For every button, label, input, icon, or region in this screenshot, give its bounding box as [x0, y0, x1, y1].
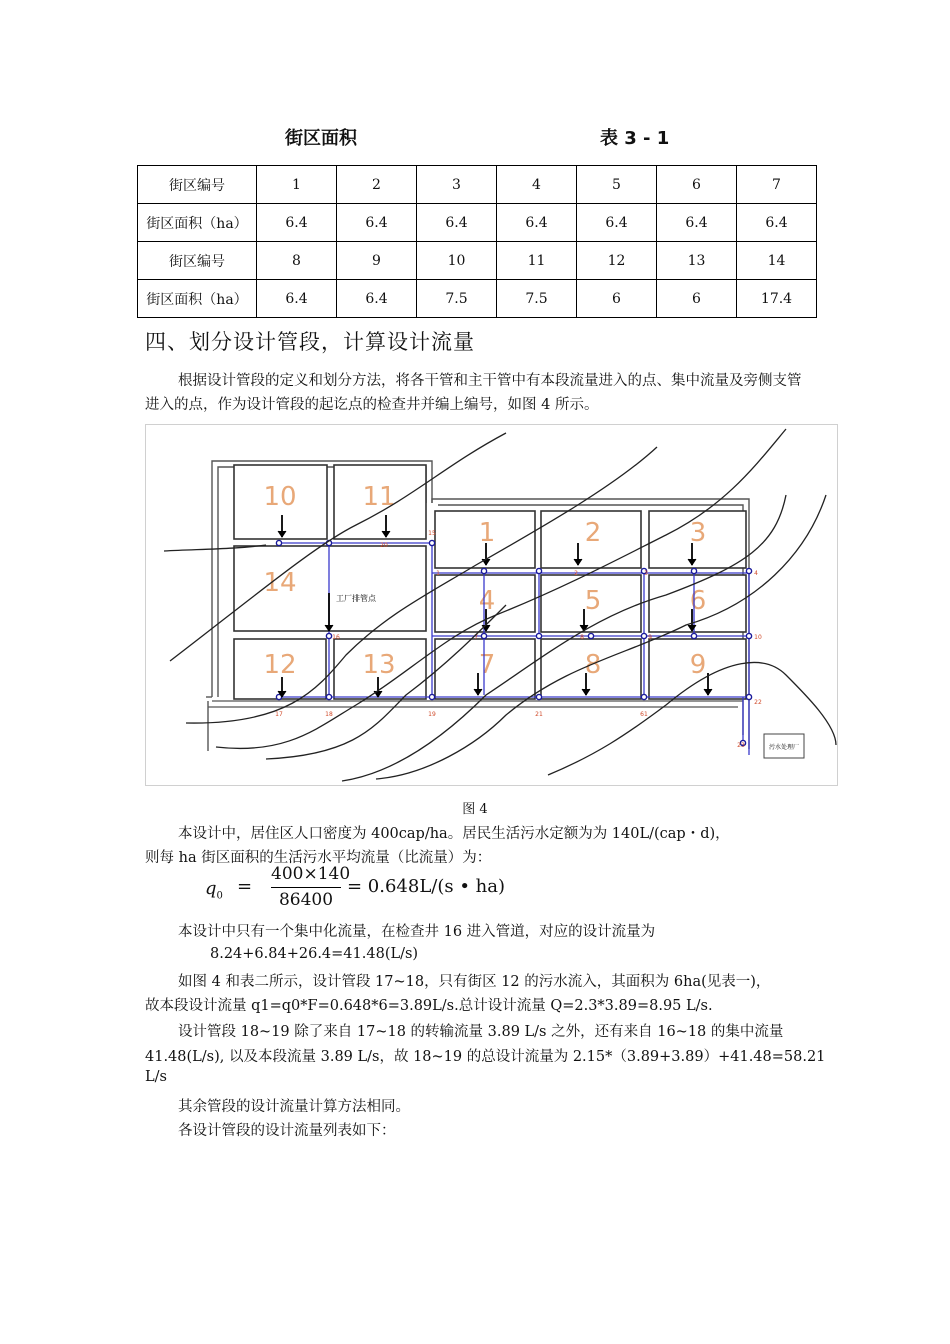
- formula-denominator: 86400: [278, 890, 334, 910]
- sewer-plan-drawing: [146, 425, 837, 785]
- manhole-node: [691, 633, 696, 638]
- table-row-label: 街区面积（ha）: [138, 280, 257, 318]
- formula-lhs: $q_0$: [205, 878, 223, 902]
- node-number-label: 8: [580, 634, 584, 641]
- formula-result: = 0.648L/(s • ha): [347, 876, 506, 897]
- table-cell: 6.4: [337, 204, 417, 242]
- node-number-label: 1: [436, 570, 440, 577]
- block-number-label: 6: [689, 586, 707, 616]
- table-cell: 6.4: [497, 204, 577, 242]
- figure-caption: 图 4: [462, 802, 488, 817]
- manhole-node: [746, 568, 751, 573]
- manhole-node: [691, 568, 696, 573]
- table-cell: 6.4: [257, 280, 337, 318]
- manhole-node: [481, 633, 486, 638]
- manhole-node: [326, 694, 331, 699]
- paragraph-segment-18-19-line2: 41.48(L/s), 以及本段流量 3.89 L/s，故 18~19 的总设计流量为 2.15*（3.89+3.89）+41.48=58.21: [145, 1049, 826, 1065]
- table-row-label: 街区编号: [138, 166, 257, 204]
- manhole-node: [588, 633, 593, 638]
- table-cell: 6.4: [337, 280, 417, 318]
- table-cell: 4: [497, 166, 577, 204]
- table-cell: 13: [657, 242, 737, 280]
- table-cell: 6.4: [657, 204, 737, 242]
- table-row: [138, 280, 817, 318]
- block-number-label: 9: [689, 650, 707, 680]
- table-row: [138, 204, 817, 242]
- table-cell: 9: [337, 242, 417, 280]
- formula-equals: =: [237, 876, 253, 897]
- node-number-label: 20: [380, 542, 388, 549]
- treatment-plant-label: 污水处理厂: [768, 744, 800, 751]
- manhole-node: [746, 633, 751, 638]
- paragraph-segment-17-18-line2: 故本段设计流量 q1=q0*F=0.648*6=3.89L/s.总计设计流量 Q=2.3*3.89=8.95 L/s.: [145, 998, 713, 1014]
- node-number-label: 9: [648, 634, 652, 641]
- block-number-label: 4: [478, 586, 496, 616]
- table-cell: 11: [497, 242, 577, 280]
- manhole-node: [641, 633, 646, 638]
- table-cell: 8: [257, 242, 337, 280]
- table-cell: 6.4: [417, 204, 497, 242]
- table-cell: 17.4: [737, 280, 817, 318]
- block-number-label: 13: [362, 650, 396, 680]
- manhole-node: [429, 540, 434, 545]
- table-caption-number: 表 3 - 1: [600, 128, 670, 149]
- table-cell: 6.4: [257, 204, 337, 242]
- node-number-label: 7: [474, 634, 478, 641]
- table-cell: 14: [737, 242, 817, 280]
- manhole-node: [746, 694, 751, 699]
- paragraph-segment-18-19-line3: L/s: [145, 1069, 167, 1085]
- block-number-label: 2: [584, 518, 602, 548]
- node-number-label: 17: [275, 711, 283, 718]
- block-area-table: [137, 165, 817, 318]
- table-caption-title: 街区面积: [285, 128, 357, 149]
- manhole-node: [481, 568, 486, 573]
- table-row: [138, 166, 817, 204]
- node-number-label: 3: [644, 570, 648, 577]
- formula-fraction-bar: [271, 887, 341, 888]
- concentrated-flow-calc: 8.24+6.84+26.4=41.48(L/s): [210, 946, 419, 962]
- paragraph-density-line1: 本设计中，居住区人口密度为 400cap/ha。居民生活污水定额为为 140L/(cap・d)，: [178, 826, 730, 842]
- node-number-label: 4: [754, 570, 758, 577]
- figure-4-sewer-layout: [145, 424, 838, 786]
- block-number-label: 14: [263, 568, 297, 598]
- table-cell: 6: [657, 280, 737, 318]
- node-number-label: 61: [640, 711, 648, 718]
- table-cell: 7: [737, 166, 817, 204]
- block-number-label: 10: [263, 482, 297, 512]
- manhole-node: [326, 633, 331, 638]
- table-cell: 7.5: [417, 280, 497, 318]
- block-number-label: 1: [478, 518, 496, 548]
- node-number-label: 18: [325, 711, 333, 718]
- node-number-label: 22: [754, 699, 762, 706]
- block-number-label: 3: [689, 518, 707, 548]
- table-cell: 7.5: [497, 280, 577, 318]
- manhole-node: [536, 694, 541, 699]
- manhole-node: [536, 633, 541, 638]
- table-cell: 6.4: [577, 204, 657, 242]
- node-number-label: 10: [754, 634, 762, 641]
- manhole-node: [429, 694, 434, 699]
- table-cell: 6.4: [737, 204, 817, 242]
- paragraph-pipe-division: 根据设计管段的定义和划分方法，将各干管和主干管中有本段流量进入的点、集中流量及旁侧支管进入的点，作为设计管段的起讫点的检查井并编上编号，如图 4 所示。: [145, 373, 802, 413]
- node-number-label: 15: [428, 530, 436, 537]
- node-number-label: 2: [574, 570, 578, 577]
- table-row: [138, 242, 817, 280]
- section-heading: 四、划分设计管段，计算设计流量: [145, 330, 475, 354]
- paragraph-list-intro: 各设计管段的设计流量列表如下：: [178, 1123, 396, 1139]
- table-cell: 1: [257, 166, 337, 204]
- table-cell: 5: [577, 166, 657, 204]
- table-cell: 10: [417, 242, 497, 280]
- paragraph-density-line2: 则每 ha 街区面积的生活污水平均流量（比流量）为：: [145, 850, 492, 866]
- manhole-node: [641, 694, 646, 699]
- paragraph-other-segments: 其余管段的设计流量计算方法相同。: [178, 1099, 410, 1115]
- specific-flow-formula: [205, 866, 505, 916]
- formula-numerator: 400×140: [271, 864, 351, 884]
- table-cell: 6: [657, 166, 737, 204]
- block-number-label: 7: [478, 650, 496, 680]
- manhole-node: [536, 568, 541, 573]
- block-number-label: 8: [584, 650, 602, 680]
- node-number-label: 21: [535, 711, 543, 718]
- table-row-label: 街区面积（ha）: [138, 204, 257, 242]
- block-number-label: 5: [584, 586, 602, 616]
- block-number-label: 12: [263, 650, 297, 680]
- factory-discharge-label: 工厂排管点: [336, 594, 376, 603]
- block-number-label: 11: [362, 482, 396, 512]
- node-number-label: 23: [737, 742, 745, 749]
- table-cell: 6: [577, 280, 657, 318]
- paragraph-segment-18-19-line1: 设计管段 18~19 除了来自 17~18 的转输流量 3.89 L/s 之外，还有来自 16~18 的集中流量: [178, 1024, 784, 1040]
- paragraph-segment-17-18-line1: 如图 4 和表二所示，设计管段 17~18，只有街区 12 的污水流入，其面积为 6ha(见表一)，: [178, 974, 771, 990]
- paragraph-concentrated-flow: 本设计中只有一个集中化流量，在检查井 16 进入管道，对应的设计流量为: [178, 924, 656, 940]
- table-cell: 12: [577, 242, 657, 280]
- manhole-node: [276, 540, 281, 545]
- table-row-label: 街区编号: [138, 242, 257, 280]
- node-number-label: 16: [332, 634, 340, 641]
- table-cell: 2: [337, 166, 417, 204]
- table-cell: 3: [417, 166, 497, 204]
- node-number-label: 19: [428, 711, 436, 718]
